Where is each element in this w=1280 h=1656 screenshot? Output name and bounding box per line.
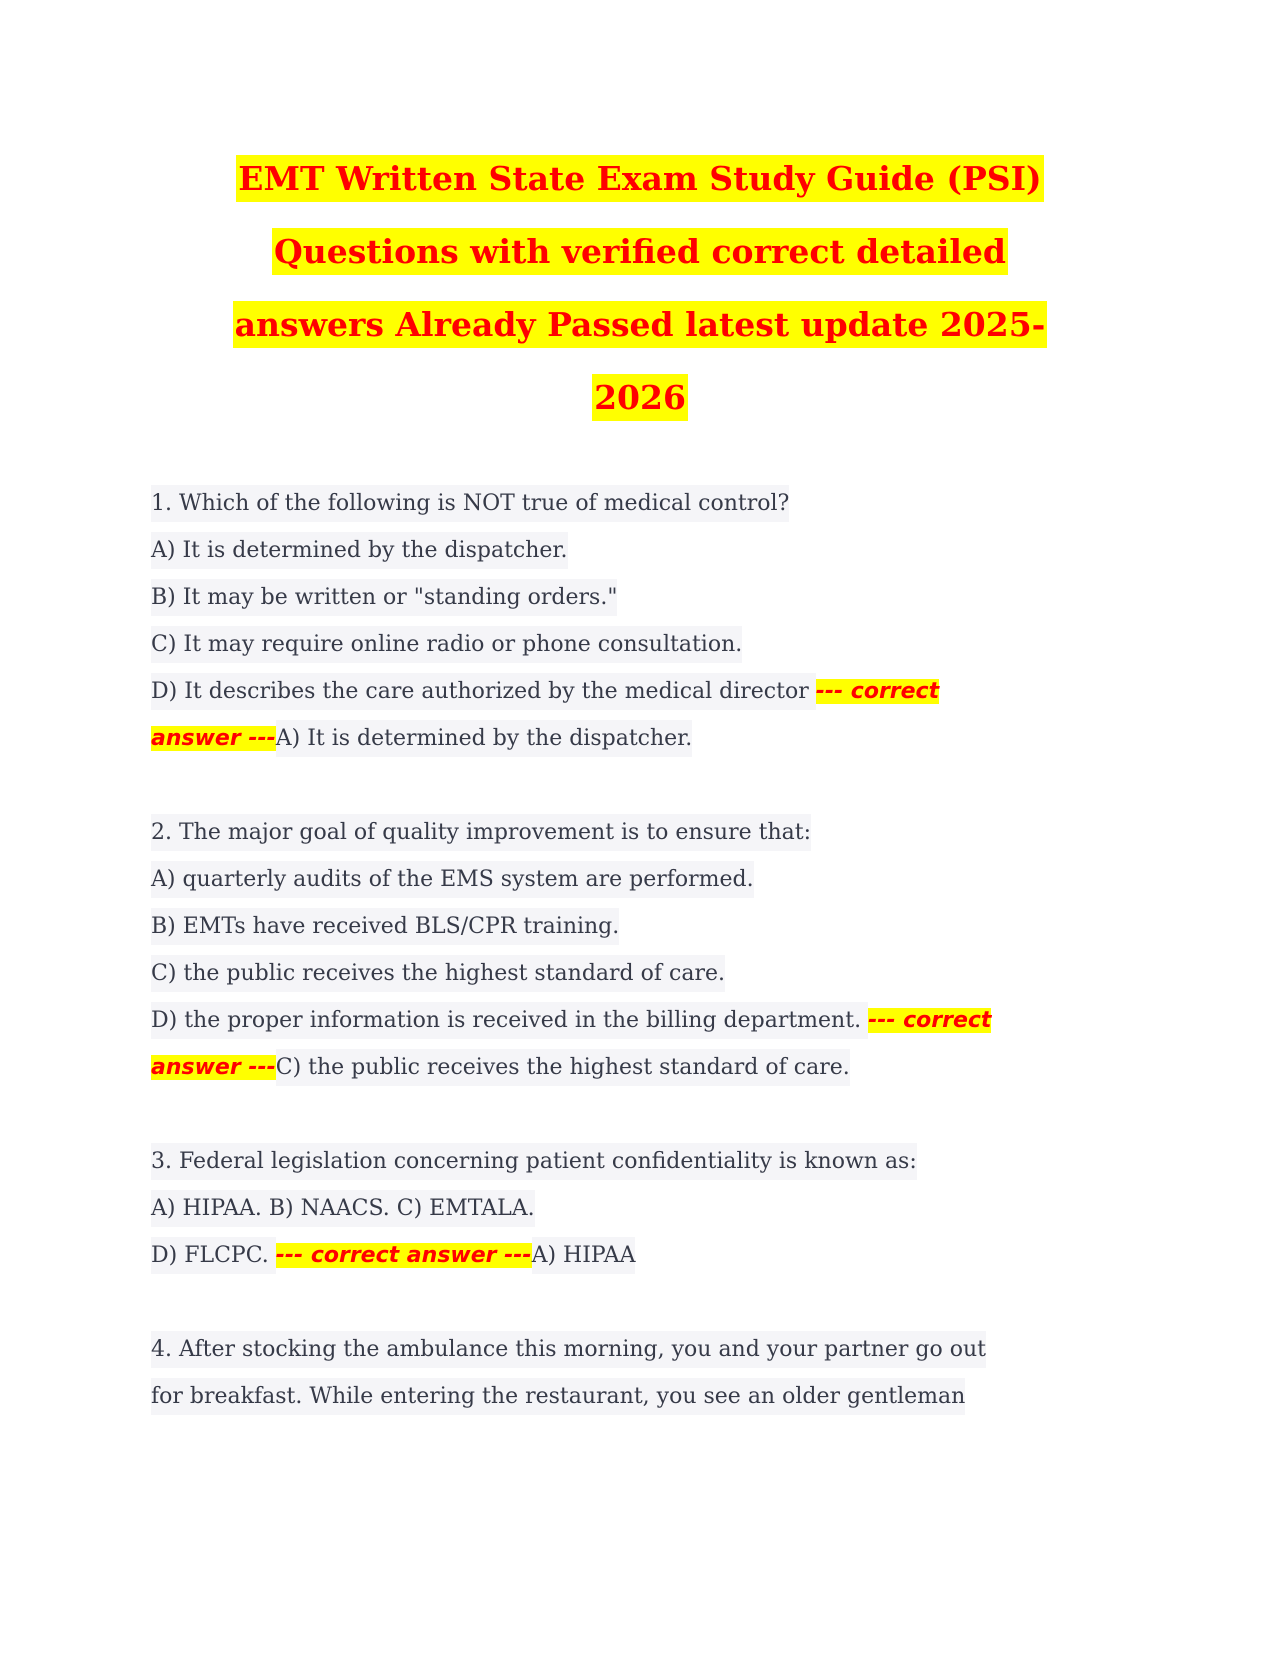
question-block xyxy=(151,1326,1141,1420)
text-line xyxy=(151,480,1141,527)
line-text: A) quarterly audits of the EMS system are performed. xyxy=(151,861,754,898)
line-text: B) It may be written or "standing orders." xyxy=(151,579,617,616)
title-text: 2026 xyxy=(592,374,688,421)
text-line xyxy=(151,1373,1141,1420)
correct-answer-marker: --- correct xyxy=(868,1008,992,1033)
text-line xyxy=(151,950,1141,997)
question-block xyxy=(151,809,1141,1091)
line-text: A) HIPAA xyxy=(532,1237,636,1274)
text-line xyxy=(151,574,1141,621)
line-text: D) It describes the care authorized by the medical director xyxy=(151,673,816,710)
document-title xyxy=(0,142,1280,434)
text-line xyxy=(151,903,1141,950)
line-text: A) It is determined by the dispatcher. xyxy=(276,720,693,757)
title-text: EMT Written State Exam Study Guide (PSI) xyxy=(236,155,1043,202)
line-text: 2. The major goal of quality improvement is to ensure that: xyxy=(151,814,811,851)
correct-answer-marker: --- correct answer --- xyxy=(275,1243,532,1268)
title-line xyxy=(0,361,1280,434)
text-line xyxy=(151,1326,1141,1373)
title-line xyxy=(0,142,1280,215)
text-line xyxy=(151,715,1141,762)
text-line xyxy=(151,1232,1141,1279)
line-text: 1. Which of the following is NOT true of medical control? xyxy=(151,485,789,522)
line-text: B) EMTs have received BLS/CPR training. xyxy=(151,908,619,945)
line-text: for breakfast. While entering the restaurant, you see an older gentleman xyxy=(151,1378,965,1415)
text-line xyxy=(151,997,1141,1044)
question-block xyxy=(151,480,1141,762)
line-text: D) FLCPC. xyxy=(151,1237,276,1274)
line-text: A) It is determined by the dispatcher. xyxy=(151,532,568,569)
correct-answer-marker: --- correct xyxy=(815,679,940,704)
line-text: 3. Federal legislation concerning patient confidentiality is known as: xyxy=(151,1143,917,1180)
text-line xyxy=(151,621,1141,668)
text-line xyxy=(151,856,1141,903)
line-text: 4. After stocking the ambulance this morning, you and your partner go out xyxy=(151,1331,986,1368)
text-line xyxy=(151,527,1141,574)
correct-answer-marker: answer --- xyxy=(151,1055,276,1080)
text-line xyxy=(151,1138,1141,1185)
line-text: D) the proper information is received in the billing department. xyxy=(151,1002,868,1039)
text-line xyxy=(151,1044,1141,1091)
text-line xyxy=(151,809,1141,856)
text-line xyxy=(151,1185,1141,1232)
title-line xyxy=(0,215,1280,288)
line-text: C) the public receives the highest standard of care. xyxy=(151,955,725,992)
title-text: answers Already Passed latest update 2025- xyxy=(233,301,1048,348)
question-block xyxy=(151,1138,1141,1279)
text-line xyxy=(151,668,1141,715)
line-text: C) It may require online radio or phone consultation. xyxy=(151,626,742,663)
line-text: C) the public receives the highest standard of care. xyxy=(276,1049,850,1086)
title-line xyxy=(0,288,1280,361)
title-text: Questions with verified correct detailed xyxy=(272,228,1008,275)
correct-answer-marker: answer --- xyxy=(151,726,276,751)
question-list xyxy=(151,480,1141,1467)
line-text: A) HIPAA. B) NAACS. C) EMTALA. xyxy=(151,1190,535,1227)
